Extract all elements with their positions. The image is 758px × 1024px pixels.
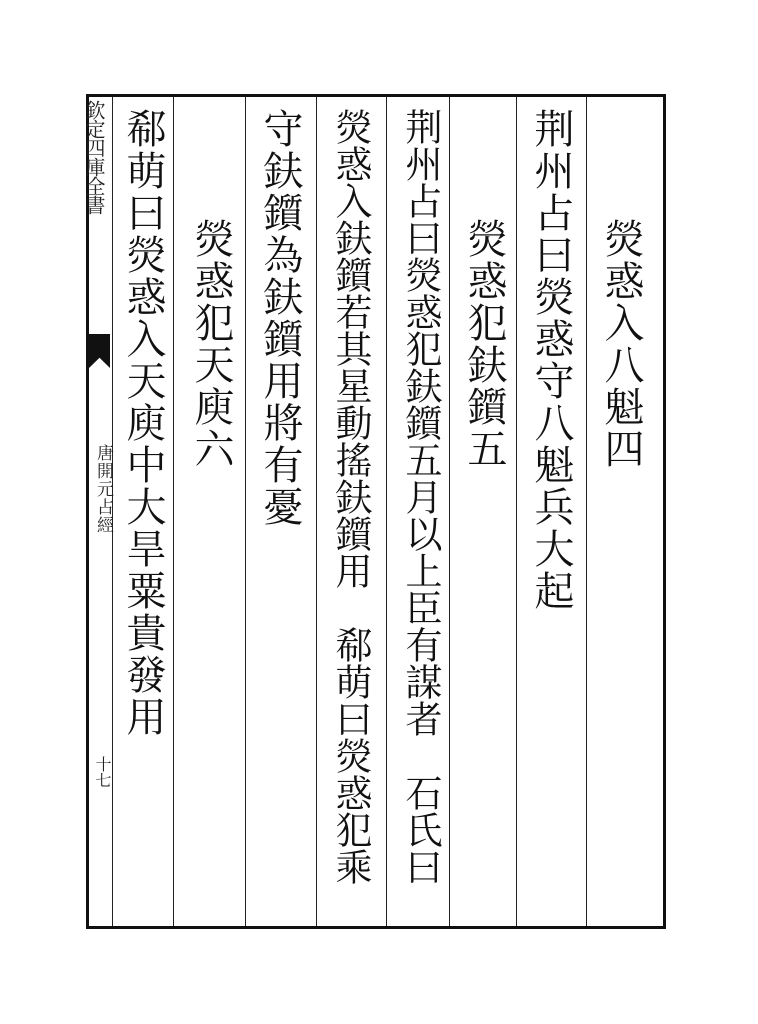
column-divider — [245, 97, 246, 926]
folio-number: 十七 — [93, 756, 112, 788]
text-column-2: 荆州占曰熒惑守八魁兵大起 — [528, 108, 574, 612]
text-column-1: 熒惑入八魁四 — [598, 218, 644, 470]
text-column-7: 熒惑犯天庾六 — [188, 218, 234, 470]
column-divider — [316, 97, 317, 926]
column-divider — [173, 97, 174, 926]
book-title: 欽定四庫全書 — [82, 100, 106, 214]
column-divider — [516, 97, 517, 926]
text-column-4: 荆州占曰熒惑犯鈇鑕五月以上臣有謀者 石氏曰 — [399, 108, 442, 885]
text-column-8: 郗萌曰熒惑入天庾中大旱粟貴發用 — [120, 108, 166, 738]
column-divider — [449, 97, 450, 926]
column-divider — [586, 97, 587, 926]
text-column-5: 熒惑入鈇鑕若其星動搖鈇鑕用 郗萌曰熒惑犯乘 — [329, 108, 372, 885]
text-column-3: 熒惑犯鈇鑕五 — [461, 218, 507, 470]
text-column-6: 守鈇鑕為鈇鑕用將有憂 — [257, 108, 303, 528]
frame-bottom-border — [86, 926, 666, 929]
section-title: 唐開元占經 — [93, 444, 113, 534]
frame-right-border — [663, 94, 666, 929]
column-divider — [386, 97, 387, 926]
fishtail-mark — [89, 334, 110, 368]
